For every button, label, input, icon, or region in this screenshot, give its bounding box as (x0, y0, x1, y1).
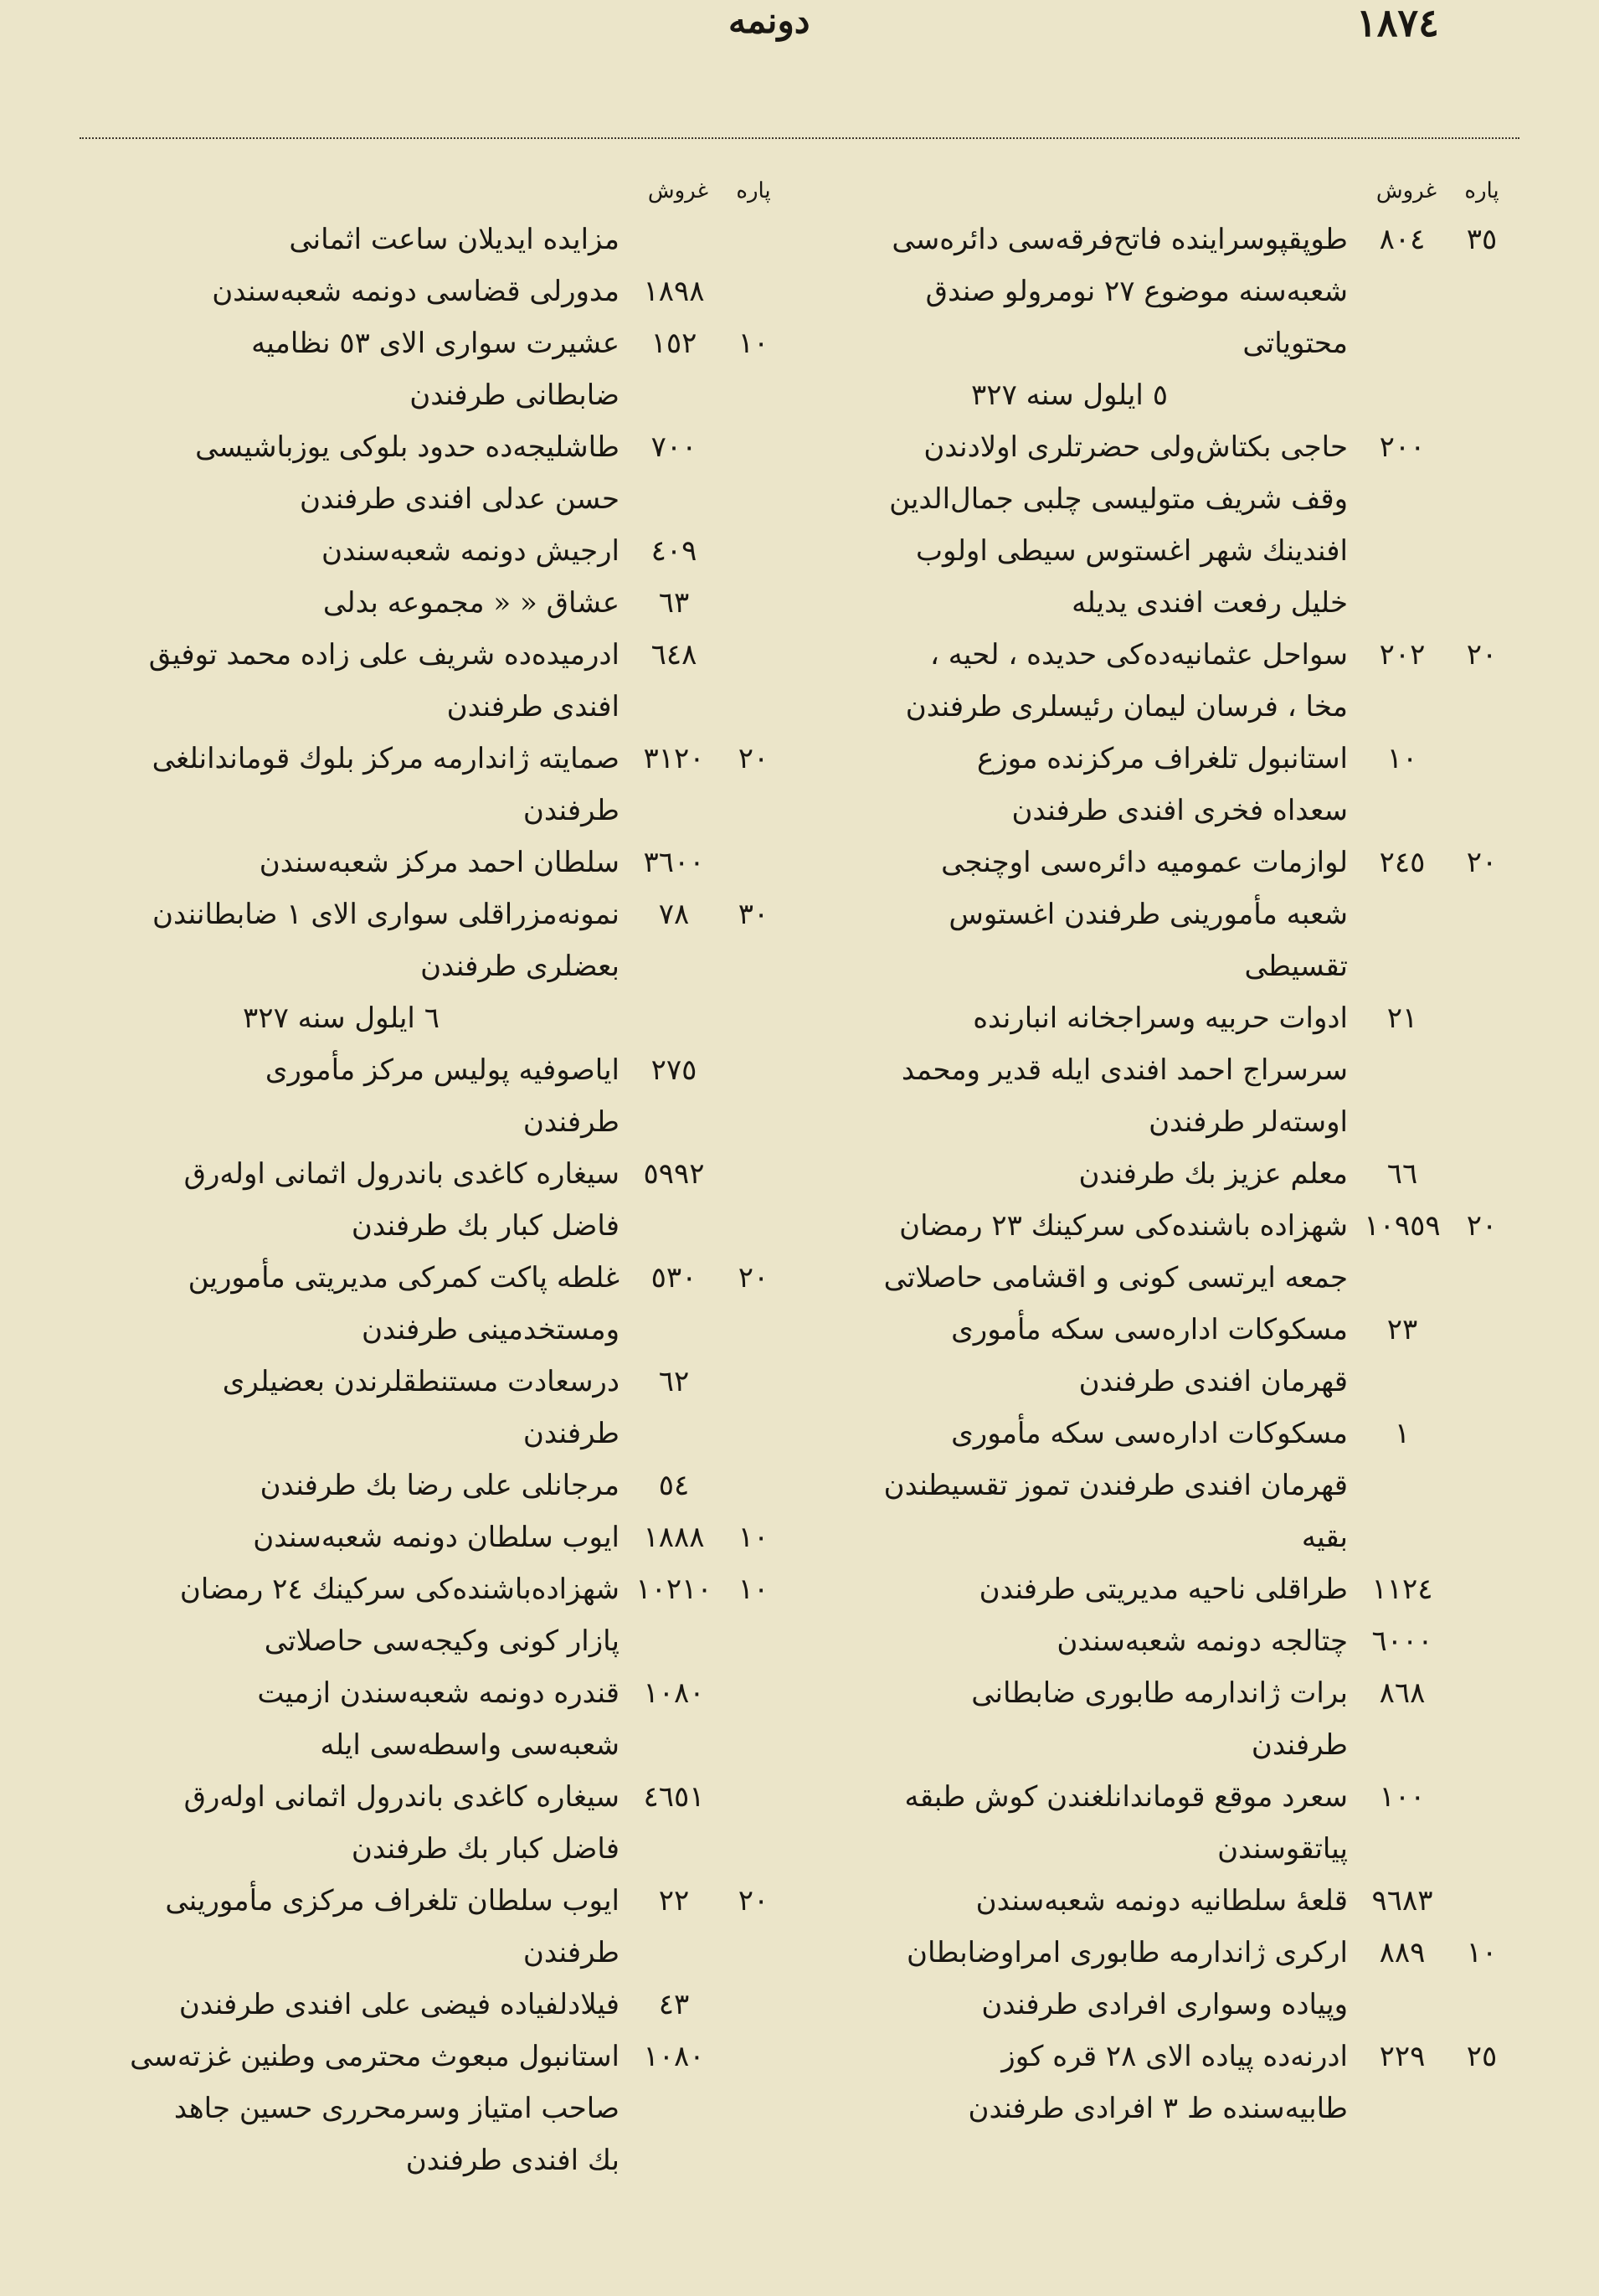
entry-line (63, 837, 783, 888)
entry-text: ادرمیده‌ده شریف علی زاده محمد توفیق (148, 638, 620, 672)
entry-line (791, 1356, 1511, 1408)
kurus-amount: ١٠٨٠ (643, 2040, 705, 2073)
entry-text: استانبول مبعوث محترمی وطنین غزته‌سی (130, 2040, 620, 2073)
ledger-entry (63, 1667, 783, 1771)
entry-text: پازار کونی وکیجه‌سی حاصلاتی (264, 1624, 620, 1658)
ledger-entry (791, 1304, 1511, 1408)
entry-text: سلطان احمد مرکز شعبه‌سندن (259, 846, 620, 879)
ledger-entry (791, 629, 1511, 733)
entry-line (791, 577, 1511, 629)
entry-text: شعبه مأمورینی طرفندن اغستوس (949, 898, 1348, 931)
para-amount: ٢٠ (738, 1884, 769, 1918)
entry-text: طراقلی ناحیه مدیریتی طرفندن (979, 1573, 1348, 1606)
entry-text: ٥ ایلول سنه ٣٢٧ (971, 378, 1168, 412)
entry-line (791, 1044, 1511, 1096)
kurus-amount: ١٥٢ (650, 327, 697, 360)
para-amount: ٢٠ (1466, 638, 1498, 672)
entry-text: مسکوکات اداره‌سی سکه مأموری (951, 1417, 1348, 1450)
entry-text: ٦ ایلول سنه ٣٢٧ (243, 1001, 440, 1035)
entry-line (791, 1200, 1511, 1252)
entry-text: طاشلیجه‌ده حدود بلوکی یوزباشیسی (195, 430, 620, 464)
para-amount: ٢٠ (738, 1261, 769, 1295)
entry-line (63, 1459, 783, 1511)
ledger-entry (63, 2031, 783, 2186)
entry-text: درسعادت مستنطقلرندن بعضیلری (222, 1365, 620, 1398)
ledger-entry (63, 1511, 783, 1563)
entry-line (63, 1304, 783, 1356)
column-heading (63, 172, 783, 214)
entry-line (63, 1408, 783, 1459)
entry-text: سعداه فخری افندی طرفندن (1011, 794, 1348, 827)
para-amount: ٢٠ (1466, 1209, 1498, 1243)
entry-text: طرفندن (522, 794, 620, 827)
entry-text: افندی طرفندن (446, 690, 620, 723)
entry-line (63, 1615, 783, 1667)
entry-text: عشاق « « مجموعه بدلی (322, 586, 620, 620)
ledger-entry (791, 1875, 1511, 1927)
entry-line (63, 473, 783, 525)
entry-text: شهزاده باشنده‌کی سرکینك ٢٣ رمضان (899, 1209, 1348, 1243)
running-title: دونمه (728, 0, 810, 41)
para-amount: ١٠ (738, 1573, 769, 1606)
kurus-amount: ١٨٨٨ (643, 1521, 705, 1554)
entry-text: ایوب سلطان دونمه شعبه‌سندن (253, 1521, 620, 1554)
entry-text: پیاتقوسندن (1217, 1832, 1348, 1866)
kurus-amount: ٥٩٩٢ (643, 1157, 705, 1191)
entry-text: قهرمان افندی طرفندن تموز تقسیطندن (883, 1469, 1348, 1502)
column-heading (791, 172, 1511, 214)
entry-text: نمونه‌مزراقلی سواری الای ١ ضابطانندن (152, 898, 620, 931)
kurus-amount: ٦٦ (1386, 1157, 1418, 1191)
entry-text: فاضل کبار بك طرفندن (351, 1209, 620, 1243)
para-amount: ٢٠ (738, 742, 769, 775)
entry-line (63, 421, 783, 473)
ledger-entry (791, 837, 1511, 992)
ledger-entry (63, 525, 783, 577)
entry-line (63, 629, 783, 681)
entry-line (791, 1148, 1511, 1200)
ledger-entry (63, 888, 783, 992)
kurus-amount: ٦٢ (658, 1365, 690, 1398)
entry-line (791, 629, 1511, 681)
ledger-entry (791, 1408, 1511, 1563)
entry-text: طابیه‌سنده ط ٣ افرادی طرفندن (968, 2092, 1348, 2125)
entry-text: بك افندی طرفندن (405, 2144, 620, 2177)
entry-line (791, 421, 1511, 473)
para-amount: ١٠ (738, 1521, 769, 1554)
entry-text: ایاصوفیه پولیس مرکز مأموری (265, 1053, 620, 1087)
ledger-entry (791, 1927, 1511, 2031)
ledger-entry (63, 733, 783, 837)
kurus-amount: ١٠٢١٠ (635, 1573, 712, 1606)
entry-line (791, 1408, 1511, 1459)
para-amount: ٣٠ (738, 898, 769, 931)
ledger-entry (791, 2031, 1511, 2134)
kurus-amount: ١٨٩٨ (643, 275, 705, 308)
entry-line (63, 2031, 783, 2082)
entry-line (791, 265, 1511, 317)
entry-text: فیلادلفیاده فیضی علی افندی طرفندن (178, 1988, 620, 2021)
para-heading: پاره (1464, 178, 1499, 203)
entry-line (791, 1719, 1511, 1771)
ledger-entry (63, 1979, 783, 2031)
entry-line (791, 214, 1511, 265)
ledger-entry (791, 1615, 1511, 1667)
entry-text: سیغاره کاغدی باندرول اثمانی اوله‌رق (183, 1780, 620, 1814)
entry-line (63, 214, 783, 265)
ledger-entry (791, 1771, 1511, 1875)
right-column (791, 172, 1511, 2265)
header-divider (80, 137, 1519, 139)
entry-text: وپیاده وسواری افرادی طرفندن (981, 1988, 1348, 2021)
entry-line (791, 525, 1511, 577)
entry-line (63, 1511, 783, 1563)
entry-text: طرفندن (522, 1936, 620, 1969)
entry-text: ضابطانی طرفندن (409, 378, 620, 412)
ledger-entry (791, 421, 1511, 629)
kurus-amount: ٢٠٠ (1379, 430, 1426, 464)
entry-line (63, 577, 783, 629)
entry-line (791, 1511, 1511, 1563)
ledger-entry (791, 1563, 1511, 1615)
kurus-amount: ٢٠٢ (1379, 638, 1426, 672)
entry-text: عشیرت سواری الای ٥٣ نظامیه (251, 327, 620, 360)
entry-text: قلعهٔ سلطانیه دونمه شعبه‌سندن (975, 1884, 1348, 1918)
entry-line (63, 1979, 783, 2031)
ledger-entry (791, 1200, 1511, 1304)
para-amount: ٢٥ (1466, 2040, 1498, 2073)
entry-text: قندره دونمه شعبه‌سندن ازمیت (257, 1676, 620, 1710)
entry-text: ارجیش دونمه شعبه‌سندن (321, 534, 620, 568)
left-column (63, 172, 783, 2265)
ledger-entry (63, 1044, 783, 1148)
entry-line (63, 733, 783, 785)
entry-text: بعضلری طرفندن (420, 950, 620, 983)
entry-line (63, 888, 783, 940)
date-line (791, 369, 1511, 421)
entry-text: برات ژاندارمه طابوری ضابطانی (971, 1676, 1348, 1710)
entry-text: شعبه‌سنه موضوع ٢٧ نومرولو صندق (925, 275, 1348, 308)
entry-text: لوازمات عمومیه دائره‌سی اوچنجی (941, 846, 1348, 879)
ledger-entry (63, 1459, 783, 1511)
kurus-amount: ٩٦٨٣ (1371, 1884, 1433, 1918)
kurus-amount: ٨٦٨ (1379, 1676, 1426, 1710)
entry-text: شعبه‌سی واسطه‌سی ایله (320, 1728, 620, 1762)
kurus-amount: ٣١٢٠ (643, 742, 705, 775)
entry-text: طرفندن (1251, 1728, 1348, 1762)
entry-line (791, 1459, 1511, 1511)
ledger-entry (63, 629, 783, 733)
entry-line (791, 1563, 1511, 1615)
ledger-entry (791, 1667, 1511, 1771)
ledger-entry (63, 1875, 783, 1979)
kurus-amount: ١١٢٤ (1371, 1573, 1433, 1606)
para-amount: ٣٥ (1466, 223, 1498, 256)
entry-line (63, 1719, 783, 1771)
kurus-amount: ١٠ (1386, 742, 1418, 775)
entry-line (63, 681, 783, 733)
kurus-amount: ٤٠٩ (650, 534, 697, 568)
left-entries (63, 214, 783, 2186)
entry-text: مخا ، فرسان لیمان رئیسلری طرفندن (905, 690, 1348, 723)
entry-text: حاجی بکتاش‌ولی حضرتلری اولادندن (923, 430, 1348, 464)
entry-text: طرفندن (522, 1417, 620, 1450)
kurus-amount: ٨٠٤ (1379, 223, 1426, 256)
entry-text: مرجانلی علی رضا بك طرفندن (260, 1469, 620, 1502)
entry-text: حسن عدلی افندی طرفندن (299, 482, 620, 516)
entry-text: جمعه ایرتسی کونی و اقشامی حاصلاتی (883, 1261, 1348, 1295)
entry-line (791, 1615, 1511, 1667)
entry-text: استانبول تلغراف مرکزنده موزع (976, 742, 1348, 775)
entry-line (791, 1304, 1511, 1356)
kurus-amount: ٢٢ (658, 1884, 690, 1918)
entry-line (791, 2082, 1511, 2134)
ledger-entry (63, 1148, 783, 1252)
entry-line (63, 1823, 783, 1875)
kurus-amount: ٦٠٠٠ (1371, 1624, 1433, 1658)
entry-line (791, 317, 1511, 369)
kurus-amount: ٧٠٠ (650, 430, 697, 464)
entry-text: شهزاده‌باشنده‌کی سرکینك ٢٤ رمضان (179, 1573, 620, 1606)
ledger-entry (63, 1356, 783, 1459)
kurus-amount: ٢٣ (1386, 1313, 1418, 1346)
kurus-amount: ٥٤ (658, 1469, 690, 1502)
ledger-entry (791, 1148, 1511, 1200)
entry-line (791, 1667, 1511, 1719)
entry-line (63, 1356, 783, 1408)
kurus-heading: غروش (1375, 178, 1437, 203)
entry-text: سرسراج احمد افندی ایله قدیر ومحمد (901, 1053, 1348, 1087)
entry-line (791, 733, 1511, 785)
entry-text: محتویاتی (1242, 327, 1348, 360)
entry-line (63, 369, 783, 421)
ledger-entry (63, 577, 783, 629)
kurus-amount: ٢١ (1386, 1001, 1418, 1035)
entry-line (63, 2082, 783, 2134)
entry-text: تقسیطی (1244, 950, 1348, 983)
entry-line (791, 1979, 1511, 2031)
entry-line (63, 1927, 783, 1979)
entry-line (63, 1200, 783, 1252)
entry-text: سعرد موقع قوماندانلغندن کوش طبقه (904, 1780, 1348, 1814)
ledger-entry (63, 1563, 783, 1667)
entry-text: چتالجه دونمه شعبه‌سندن (1057, 1624, 1348, 1658)
entry-text: طرفندن (522, 1105, 620, 1139)
kurus-amount: ٤٣ (658, 1988, 690, 2021)
entry-text: اوسته‌لر طرفندن (1149, 1105, 1348, 1139)
ledger-entry (791, 992, 1511, 1148)
entry-line (791, 1927, 1511, 1979)
entry-text: بقیه (1301, 1521, 1348, 1554)
kurus-amount: ٣٦٠٠ (643, 846, 705, 879)
entry-line (63, 1252, 783, 1304)
kurus-amount: ٢٢٩ (1379, 2040, 1426, 2073)
entry-text: ارکری ژاندارمه طابوری امراوضابطان (907, 1936, 1348, 1969)
entry-text: مدورلی قضاسی دونمه شعبه‌سندن (212, 275, 620, 308)
entry-line (63, 1096, 783, 1148)
entry-line (63, 1148, 783, 1200)
entry-text: سیغاره کاغدی باندرول اثمانی اوله‌رق (183, 1157, 620, 1191)
entry-line (63, 525, 783, 577)
entry-line (63, 1667, 783, 1719)
entry-line (791, 992, 1511, 1044)
entry-text: معلم عزیز بك طرفندن (1078, 1157, 1348, 1191)
entry-line (791, 940, 1511, 992)
entry-text: ایوب سلطان تلغراف مرکزی مأمورینی (165, 1884, 620, 1918)
entry-line (63, 1771, 783, 1823)
entry-text: خلیل رفعت افندی یدیله (1072, 586, 1348, 620)
kurus-amount: ٤٦٥١ (643, 1780, 705, 1814)
entry-line (63, 1044, 783, 1096)
kurus-amount: ١٠٨٠ (643, 1676, 705, 1710)
entry-text: قهرمان افندی طرفندن (1078, 1365, 1348, 1398)
kurus-amount: ٢٤٥ (1379, 846, 1426, 879)
kurus-amount: ٦٤٨ (650, 638, 697, 672)
entry-line (63, 2134, 783, 2186)
entry-line (63, 265, 783, 317)
entry-line (791, 1771, 1511, 1823)
date-line (63, 992, 783, 1044)
entry-line (791, 681, 1511, 733)
entry-line (791, 473, 1511, 525)
entry-line (63, 1875, 783, 1927)
kurus-amount: ٨٨٩ (1379, 1936, 1426, 1969)
entry-text: وقف شریف متولیسی چلبی جمال‌الدین (889, 482, 1348, 516)
ledger-entry (63, 992, 783, 1044)
kurus-amount: ٦٣ (658, 586, 690, 620)
entry-line (791, 888, 1511, 940)
entry-text: صاحب امتیاز وسرمحرری حسین جاهد (173, 2092, 620, 2125)
page-number: ١٨٧٤ (1356, 0, 1439, 45)
entry-line (63, 1563, 783, 1615)
kurus-amount: ٢٧٥ (650, 1053, 697, 1087)
entry-text: ومستخدمینی طرفندن (361, 1313, 620, 1346)
ledger-entry (63, 421, 783, 525)
ledger-entry (791, 733, 1511, 837)
entry-text: مزایده ایدیلان ساعت اثمانی (289, 223, 620, 256)
ledger-entry (63, 1771, 783, 1875)
entry-line (63, 940, 783, 992)
entry-line (791, 785, 1511, 837)
entry-text: طوپقپوسراینده فاتح‌فرقه‌سی دائره‌سی (892, 223, 1348, 256)
entry-text: سواحل عثمانیه‌ده‌کی حدیده ، لحیه ، (929, 638, 1348, 672)
ledger-entry (63, 317, 783, 421)
ledger-entry (791, 369, 1511, 421)
para-amount: ٢٠ (1466, 846, 1498, 879)
entry-line (791, 1823, 1511, 1875)
ledger-entry (63, 837, 783, 888)
ledger-entry (63, 214, 783, 265)
entry-text: غلطه پاکت کمرکی مدیریتی مأمورین (188, 1261, 620, 1295)
entry-text: مسکوکات اداره‌سی سکه مأموری (951, 1313, 1348, 1346)
para-heading: پاره (736, 178, 771, 203)
ledger-entry (63, 265, 783, 317)
kurus-amount: ٧٨ (658, 898, 690, 931)
entry-text: ادرنه‌ده پیاده الای ٢٨ قره کوز (1001, 2040, 1348, 2073)
entry-text: ادوات حربیه وسراجخانه انبارنده (973, 1001, 1348, 1035)
entry-line (63, 785, 783, 837)
para-amount: ١٠ (1466, 1936, 1498, 1969)
kurus-heading: غروش (647, 178, 709, 203)
entry-line (791, 837, 1511, 888)
entry-text: افندینك شهر اغستوس سیطی اولوب (916, 534, 1348, 568)
ledger-entry (63, 1252, 783, 1356)
entry-text: فاضل کبار بك طرفندن (351, 1832, 620, 1866)
entry-line (791, 1096, 1511, 1148)
kurus-amount: ١٠٠ (1379, 1780, 1426, 1814)
entry-line (791, 2031, 1511, 2082)
entry-text: صمایته ژاندارمه مرکز بلوك قوماندانلغی (152, 742, 620, 775)
entry-line (63, 317, 783, 369)
para-amount: ١٠ (738, 327, 769, 360)
entry-line (791, 1875, 1511, 1927)
kurus-amount: ١ (1394, 1417, 1411, 1450)
right-entries (791, 214, 1511, 2134)
kurus-amount: ١٠٩٥٩ (1364, 1209, 1441, 1243)
entry-line (791, 1252, 1511, 1304)
ledger-entry (791, 214, 1511, 369)
kurus-amount: ٥٣٠ (650, 1261, 697, 1295)
